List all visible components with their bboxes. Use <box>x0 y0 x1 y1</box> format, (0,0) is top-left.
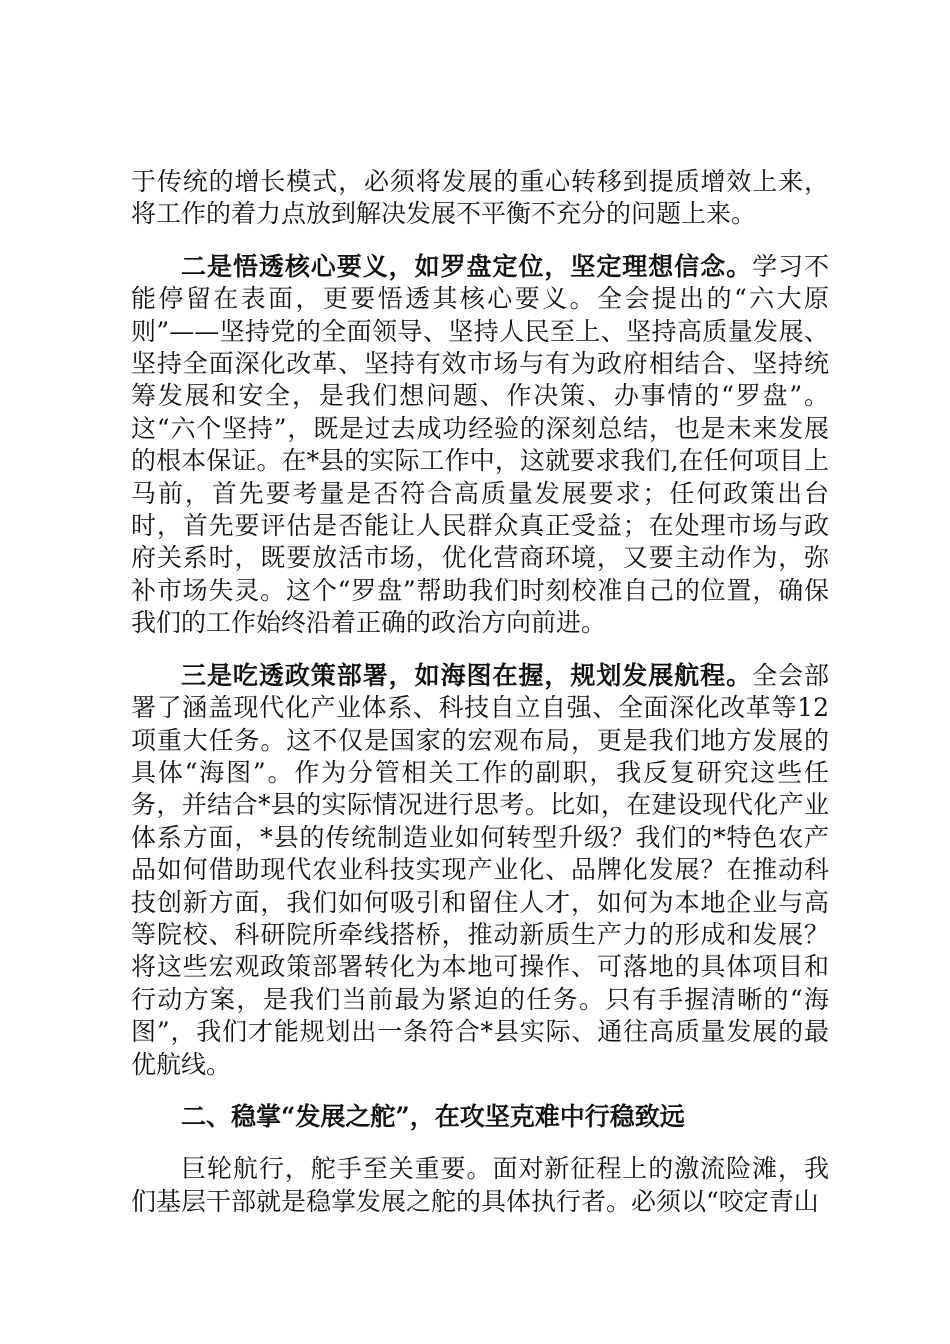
paragraph-lead: 二是悟透核心要义，如罗盘定位，坚定理想信念。 <box>181 251 753 281</box>
document-page <box>131 166 829 1238</box>
paragraph-lead: 三是吃透政策部署，如海图在握，规划发展航程。 <box>181 660 753 690</box>
paragraph-text: 学习不能停留在表面，更要悟透其核心要义。全会提出的“六大原则”——坚持党的全面领导、坚持人民至上、坚持高质量发展、坚持全面深化改革、坚持有效市场与有为政府相结合、坚持统筹发展和安全，是我们想问题、作决策、办事情的“罗盘”。这“六个坚持”，既是过去成功经验的深刻总结，也是未来发展的根本保证。在*县的实际工作中，这就要求我们,在任何项目上马前，首先要考量是否符合高质量发展要求；任何政策出台时，首先要评估是否能让人民群众真正受益；在处理市场与政府关系时，既要放活市场，优化营商环境，又要主动作为，弥补市场失灵。这个“罗盘”帮助我们时刻校准自己的位置，确保我们的工作始终沿着正确的政治方向前进。 <box>131 251 829 638</box>
paragraph-core-essence <box>131 251 829 640</box>
section-heading: 二、稳掌“发展之舵”，在攻坚克难中行稳致远 <box>181 1101 685 1131</box>
paragraph-text: 于传统的增长模式，必须将发展的重心转移到提质增效上来，将工作的着力点放到解决发展不平衡不充分的问题上来。 <box>131 167 829 229</box>
paragraph-closing: 巨轮航行，舵手至关重要。面对新征程上的激流险滩，我们基层干部就是稳掌发展之舵的具体执行者。必须以“咬定青山 <box>131 1154 829 1216</box>
paragraph-policy-deployment <box>131 660 829 1081</box>
paragraph-text: 全会部署了涵盖现代化产业体系、科技自立自强、全面深化改革等12项重大任务。这不仅是国家的宏观布局，更是我们地方发展的具体“海图”。作为分管相关工作的副职，我反复研究这些任务，并结合*县的实际情况进行思考。比如，在建设现代化产业体系方面，*县的传统制造业如何转型升级？我们的*特色农产品如何借助现代农业科技实现产业化、品牌化发展？在推动科技创新方面，我们如何吸引和留住人才，如何为本地企业与高等院校、科研院所牵线搭桥，推动新质生产力的形成和发展？将这些宏观政策部署转化为本地可操作、可落地的具体项目和行动方案，是我们当前最为紧迫的任务。只有手握清晰的“海图”，我们才能规划出一条符合*县实际、通往高质量发展的最优航线。 <box>131 660 829 1079</box>
paragraph-continuation <box>131 166 829 231</box>
